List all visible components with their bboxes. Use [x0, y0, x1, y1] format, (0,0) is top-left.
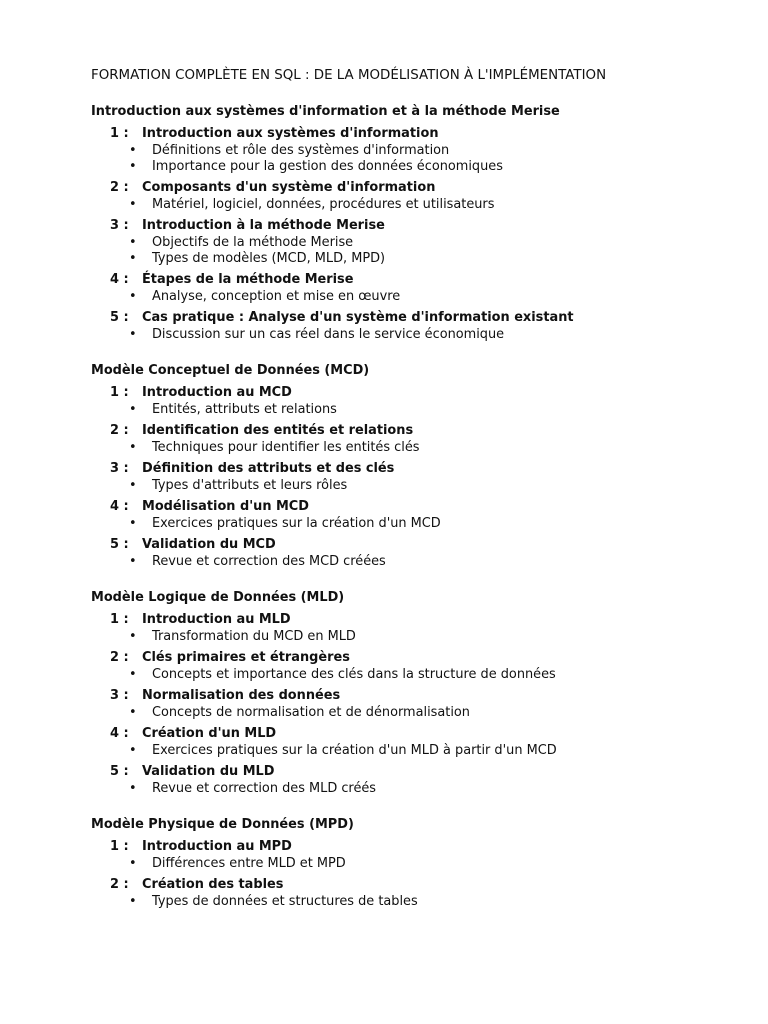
bullet-icon: •	[129, 894, 137, 909]
module-heading	[91, 384, 711, 402]
module-heading	[91, 725, 711, 743]
topic-text: Exercices pratiques sur la création d'un MLD à partir d'un MCD	[152, 743, 557, 758]
topic-text: Types d'attributs et leurs rôles	[152, 478, 348, 493]
module-heading	[91, 217, 711, 235]
module-topics	[91, 554, 711, 570]
module-topics	[91, 235, 711, 267]
module-topics	[91, 478, 711, 494]
module-heading	[91, 422, 711, 440]
module	[91, 536, 711, 570]
bullet-icon: •	[129, 629, 137, 644]
bullet-icon: •	[129, 554, 137, 569]
module-number: 3 :	[110, 461, 129, 476]
course-section	[91, 589, 711, 797]
section-title: Modèle Conceptuel de Données (MCD)	[91, 363, 370, 378]
list-item	[91, 402, 711, 418]
topic-text: Analyse, conception et mise en œuvre	[152, 289, 401, 304]
module	[91, 649, 711, 683]
module-topics	[91, 894, 711, 910]
module-topics	[91, 667, 711, 683]
module-number: 1 :	[110, 839, 129, 854]
section-title: Modèle Physique de Données (MPD)	[91, 817, 354, 832]
module	[91, 725, 711, 759]
module-number: 1 :	[110, 126, 129, 141]
module-title: Introduction au MLD	[142, 612, 291, 627]
bullet-icon: •	[129, 327, 137, 342]
topic-text: Différences entre MLD et MPD	[152, 856, 346, 871]
module-heading	[91, 876, 711, 894]
module-heading	[91, 838, 711, 856]
module-number: 2 :	[110, 423, 129, 438]
module-topics	[91, 743, 711, 759]
bullet-icon: •	[129, 667, 137, 682]
list-item	[91, 235, 711, 251]
module-heading	[91, 649, 711, 667]
module-number: 5 :	[110, 537, 129, 552]
section-title: Introduction aux systèmes d'information et à la méthode Merise	[91, 104, 560, 119]
list-item	[91, 197, 711, 213]
module-heading	[91, 309, 711, 327]
module	[91, 422, 711, 456]
bullet-icon: •	[129, 402, 137, 417]
topic-text: Discussion sur un cas réel dans le service économique	[152, 327, 505, 342]
bullet-icon: •	[129, 197, 137, 212]
module-heading	[91, 687, 711, 705]
module-number: 5 :	[110, 764, 129, 779]
module-number: 4 :	[110, 272, 129, 287]
list-item	[91, 856, 711, 872]
module-topics	[91, 289, 711, 305]
list-item	[91, 705, 711, 721]
list-item	[91, 781, 711, 797]
module	[91, 687, 711, 721]
module-topics	[91, 856, 711, 872]
module	[91, 271, 711, 305]
module-topics	[91, 197, 711, 213]
module	[91, 217, 711, 267]
module-topics	[91, 705, 711, 721]
topic-text: Concepts de normalisation et de dénormalisation	[152, 705, 470, 720]
module-title: Composants d'un système d'information	[142, 180, 436, 195]
list-item	[91, 289, 711, 305]
module	[91, 876, 711, 910]
list-item	[91, 743, 711, 759]
section-title: Modèle Logique de Données (MLD)	[91, 590, 345, 605]
module-topics	[91, 781, 711, 797]
topic-text: Exercices pratiques sur la création d'un MCD	[152, 516, 441, 531]
list-item	[91, 894, 711, 910]
topic-text: Techniques pour identifier les entités clés	[152, 440, 420, 455]
module	[91, 498, 711, 532]
course-outline	[91, 103, 711, 910]
module-title: Identification des entités et relations	[142, 423, 414, 438]
module-title: Clés primaires et étrangères	[142, 650, 350, 665]
course-section	[91, 103, 711, 343]
bullet-icon: •	[129, 856, 137, 871]
module-title: Normalisation des données	[142, 688, 341, 703]
list-item	[91, 440, 711, 456]
topic-text: Types de données et structures de tables	[152, 894, 418, 909]
module	[91, 763, 711, 797]
module-topics	[91, 516, 711, 532]
topic-text: Entités, attributs et relations	[152, 402, 337, 417]
module-heading	[91, 611, 711, 629]
course-section	[91, 816, 711, 910]
bullet-icon: •	[129, 705, 137, 720]
list-item	[91, 143, 711, 159]
topic-text: Transformation du MCD en MLD	[152, 629, 356, 644]
module-number: 3 :	[110, 688, 129, 703]
list-item	[91, 251, 711, 267]
course-section	[91, 362, 711, 570]
list-item	[91, 554, 711, 570]
module-number: 2 :	[110, 650, 129, 665]
module-title: Introduction au MCD	[142, 385, 292, 400]
module-topics	[91, 327, 711, 343]
module-number: 4 :	[110, 726, 129, 741]
module-number: 2 :	[110, 180, 129, 195]
list-item	[91, 667, 711, 683]
document-title: FORMATION COMPLÈTE EN SQL : DE LA MODÉLISATION À L'IMPLÉMENTATION	[91, 68, 607, 83]
module-heading	[91, 125, 711, 143]
bullet-icon: •	[129, 251, 137, 266]
module-heading	[91, 763, 711, 781]
topic-text: Revue et correction des MCD créées	[152, 554, 386, 569]
document-page	[91, 66, 711, 929]
bullet-icon: •	[129, 781, 137, 796]
list-item	[91, 516, 711, 532]
bullet-icon: •	[129, 235, 137, 250]
module	[91, 384, 711, 418]
bullet-icon: •	[129, 143, 137, 158]
module-topics	[91, 143, 711, 175]
topic-text: Importance pour la gestion des données économiques	[152, 159, 503, 174]
module-heading	[91, 271, 711, 289]
module-number: 1 :	[110, 612, 129, 627]
module	[91, 125, 711, 175]
module-title: Étapes de la méthode Merise	[142, 272, 354, 287]
module	[91, 309, 711, 343]
module-number: 4 :	[110, 499, 129, 514]
module-heading	[91, 460, 711, 478]
module-topics	[91, 440, 711, 456]
list-item	[91, 629, 711, 645]
module-title: Introduction au MPD	[142, 839, 292, 854]
topic-text: Objectifs de la méthode Merise	[152, 235, 354, 250]
module	[91, 611, 711, 645]
module-number: 2 :	[110, 877, 129, 892]
bullet-icon: •	[129, 478, 137, 493]
module-title: Validation du MLD	[142, 764, 275, 779]
bullet-icon: •	[129, 159, 137, 174]
module-number: 1 :	[110, 385, 129, 400]
module-heading	[91, 536, 711, 554]
module-number: 5 :	[110, 310, 129, 325]
topic-text: Types de modèles (MCD, MLD, MPD)	[152, 251, 386, 266]
module-title: Cas pratique : Analyse d'un système d'information existant	[142, 310, 574, 325]
module-title: Introduction à la méthode Merise	[142, 218, 385, 233]
topic-text: Concepts et importance des clés dans la structure de données	[152, 667, 556, 682]
module-topics	[91, 402, 711, 418]
module	[91, 460, 711, 494]
module-title: Introduction aux systèmes d'information	[142, 126, 439, 141]
module-title: Validation du MCD	[142, 537, 276, 552]
module-topics	[91, 629, 711, 645]
list-item	[91, 327, 711, 343]
bullet-icon: •	[129, 289, 137, 304]
module-title: Modélisation d'un MCD	[142, 499, 309, 514]
module-number: 3 :	[110, 218, 129, 233]
list-item	[91, 478, 711, 494]
list-item	[91, 159, 711, 175]
topic-text: Définitions et rôle des systèmes d'information	[152, 143, 450, 158]
module	[91, 179, 711, 213]
topic-text: Revue et correction des MLD créés	[152, 781, 377, 796]
bullet-icon: •	[129, 743, 137, 758]
bullet-icon: •	[129, 516, 137, 531]
module-title: Définition des attributs et des clés	[142, 461, 395, 476]
module-title: Création d'un MLD	[142, 726, 277, 741]
bullet-icon: •	[129, 440, 137, 455]
module-title: Création des tables	[142, 877, 284, 892]
module	[91, 838, 711, 872]
module-heading	[91, 179, 711, 197]
module-heading	[91, 498, 711, 516]
topic-text: Matériel, logiciel, données, procédures et utilisateurs	[152, 197, 495, 212]
